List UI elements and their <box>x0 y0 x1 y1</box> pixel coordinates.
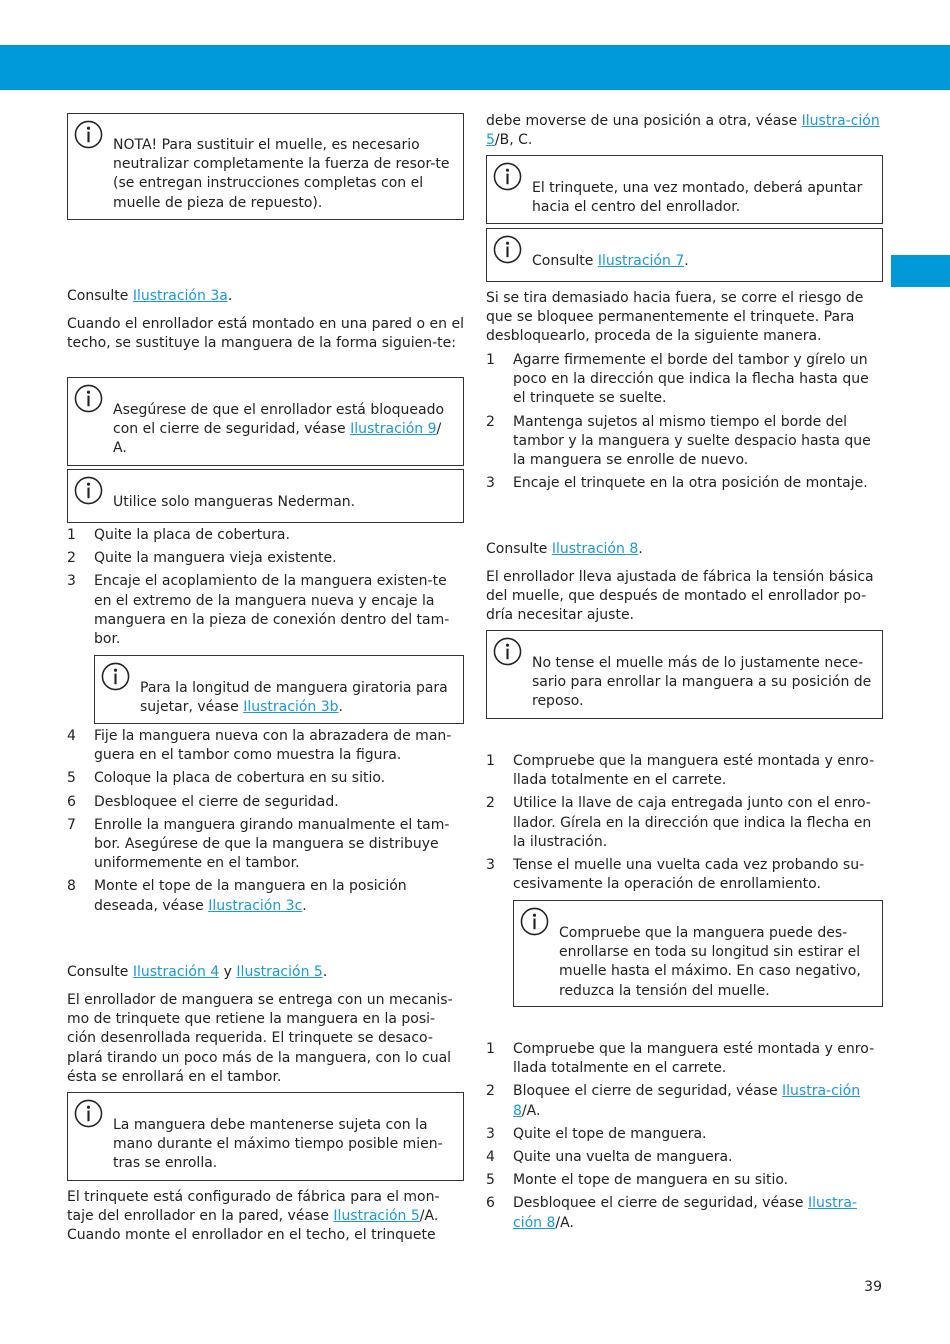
figure-link[interactable]: Ilustración 9 <box>350 421 437 438</box>
reference-paragraph: Consulte Ilustración 8. <box>486 541 643 557</box>
note-box <box>67 377 464 466</box>
figure-link[interactable]: Ilustración 4 <box>132 964 220 980</box>
info-icon <box>493 162 522 191</box>
list-item: 5 Monte el tope de manguera en su sitio. <box>486 1172 789 1189</box>
reference-paragraph: Consulte Ilustración 3a. <box>67 288 233 304</box>
info-icon <box>520 907 549 936</box>
figure-link[interactable]: Ilustra-ción 8 <box>513 1083 861 1119</box>
note-box <box>67 1092 464 1181</box>
steps-list <box>67 526 464 649</box>
note-box <box>486 155 883 224</box>
info-icon <box>74 476 103 505</box>
body-paragraph: debe moverse de una posición a otra, véase Ilustra-ción 5/B, C. <box>486 113 880 149</box>
info-icon <box>74 1099 103 1128</box>
list-item: 2 Utilice la llave de caja entregada junto con el enro-llador. Gírela en la dirección que indica la flecha en la ilustración. <box>486 795 872 850</box>
note-box <box>486 630 883 719</box>
body-paragraph: El trinquete está configurado de fábrica para el mon-taje del enrollador en la pared, véase Ilustración 5/A. Cuando monte el enrollador en el techo, el trinquete <box>67 1189 440 1244</box>
note-text: El trinquete, una vez montado, deberá apuntar hacia el centro del enrollador. <box>532 180 863 216</box>
figure-link[interactable]: Ilustra-ción 5 <box>486 113 880 149</box>
info-icon <box>74 384 103 413</box>
body-paragraph: Si se tira demasiado hacia fuera, se corre el riesgo de que se bloquee permanentemente el trinquete. Para desbloquearlo, proceda de la siguiente manera. <box>486 290 864 345</box>
list-item: 5 Coloque la placa de cobertura en su sitio. <box>67 770 386 787</box>
list-item: 1 Quite la placa de cobertura. <box>67 527 290 543</box>
figure-link[interactable]: Ilustración 3c <box>208 897 303 914</box>
figure-link[interactable]: Ilustración 3a <box>132 288 228 304</box>
body-paragraph: El enrollador lleva ajustada de fábrica la tensión básica del muelle, que después de montado el enrollador po-dría necesitar ajuste. <box>486 569 874 624</box>
note-box <box>513 900 883 1007</box>
list-item: 3 Tense el muelle una vuelta cada vez probando su-cesivamente la operación de enrollamiento. <box>486 857 865 893</box>
list-item: 3 Encaje el trinquete en la otra posición de montaje. <box>486 475 868 492</box>
note-text: Compruebe que la manguera puede des-enrollarse en toda su longitud sin estirar el muelle hasta el máximo. En caso negativo, reduzca la tensión del muelle. <box>559 925 861 999</box>
list-item: 2 Bloquee el cierre de seguridad, véase Ilustra-ción 8/A. <box>486 1083 861 1119</box>
note-text: No tense el muelle más de lo justamente nece-sario para enrollar la manguera a su posición de reposo. <box>532 655 872 710</box>
section-tab <box>891 255 950 287</box>
note-box <box>486 228 883 282</box>
steps-list <box>486 351 883 493</box>
note-box <box>67 113 464 220</box>
figure-link[interactable]: Ilustración 5 <box>236 964 323 980</box>
body-paragraph: El enrollador de manguera se entrega con un mecanis-mo de trinquete que retiene la manguera en la posi-ción desenrollada requerida. El trinquete se desaco-plará tirando un poco más de la manguera, con lo cual ésta se enrollará en el tambor. <box>67 992 453 1085</box>
steps-list <box>486 752 883 894</box>
info-icon <box>493 637 522 666</box>
note-text: Para la longitud de manguera giratoria para sujetar, véase Ilustración 3b. <box>140 680 448 716</box>
figure-link[interactable]: Ilustración 3b <box>243 699 339 716</box>
figure-link[interactable]: Ilustra-ción 8 <box>513 1195 858 1231</box>
list-item: 3 Quite el tope de manguera. <box>486 1125 707 1142</box>
note-text: La manguera debe mantenerse sujeta con la mano durante el máximo tiempo posible mien-tras se enrolla. <box>113 1117 443 1172</box>
list-item: 6 Desbloquee el cierre de seguridad. <box>67 793 339 810</box>
header-bar <box>0 45 950 90</box>
list-item: 3 Encaje el acoplamiento de la manguera existen-te en el extremo de la manguera nueva y encaje la manguera en la pieza de conexión dentro del tam-bor. <box>67 573 450 648</box>
list-item: 1 Compruebe que la manguera esté montada y enro-llada totalmente en el carrete. <box>486 753 875 789</box>
note-text: NOTA! Para sustituir el muelle, es necesario neutralizar completamente la fuerza de resor-te (se entregan instrucciones completas con el muelle de pieza de repuesto). <box>113 137 450 211</box>
note-box <box>94 655 464 724</box>
list-item: 8 Monte el tope de la manguera en la posición deseada, véase Ilustración 3c. <box>67 878 407 914</box>
note-text: Utilice solo mangueras Nederman. <box>113 494 356 510</box>
list-item: 1 Compruebe que la manguera esté montada y enro-llada totalmente en el carrete. <box>486 1041 875 1077</box>
note-box <box>67 469 464 523</box>
body-paragraph: Cuando el enrollador está montado en una pared o en el techo, se sustituye la manguera de la forma siguien-te: <box>67 316 464 352</box>
page-number: 39 <box>864 1279 882 1295</box>
info-icon <box>493 235 522 264</box>
list-item: 2 Quite la manguera vieja existente. <box>67 550 337 567</box>
reference-paragraph: Consulte Ilustración 4 y Ilustración 5. <box>67 964 328 980</box>
info-icon <box>101 662 130 691</box>
list-item: 2 Mantenga sujetos al mismo tiempo el borde del tambor y la manguera y suelte despacio hasta que la manguera se enrolle de nuevo. <box>486 413 871 469</box>
steps-list <box>67 727 464 916</box>
figure-link[interactable]: Ilustración 7 <box>597 253 685 269</box>
info-icon <box>74 120 103 149</box>
figure-link[interactable]: Ilustración 5 <box>333 1208 420 1225</box>
list-item: 1 Agarre firmemente el borde del tambor y gírelo un poco en la dirección que indica la flecha hasta que el trinquete se suelte. <box>486 352 869 407</box>
list-item: 4 Quite una vuelta de manguera. <box>486 1149 733 1166</box>
steps-list <box>486 1040 883 1233</box>
note-text: Asegúrese de que el enrollador está bloqueado con el cierre de seguridad, véase Ilustración 9/ A. <box>113 402 445 457</box>
list-item: 7 Enrolle la manguera girando manualmente el tam-bor. Asegúrese de que la manguera se distribuye uniformemente en el tambor. <box>67 816 450 872</box>
note-text: Consulte Ilustración 7. <box>532 253 689 269</box>
figure-link[interactable]: Ilustración 8 <box>551 541 639 557</box>
list-item: 4 Fije la manguera nueva con la abrazadera de man-guera en el tambor como muestra la figura. <box>67 728 452 764</box>
list-item: 6 Desbloquee el cierre de seguridad, véase Ilustra-ción 8/A. <box>486 1195 858 1231</box>
